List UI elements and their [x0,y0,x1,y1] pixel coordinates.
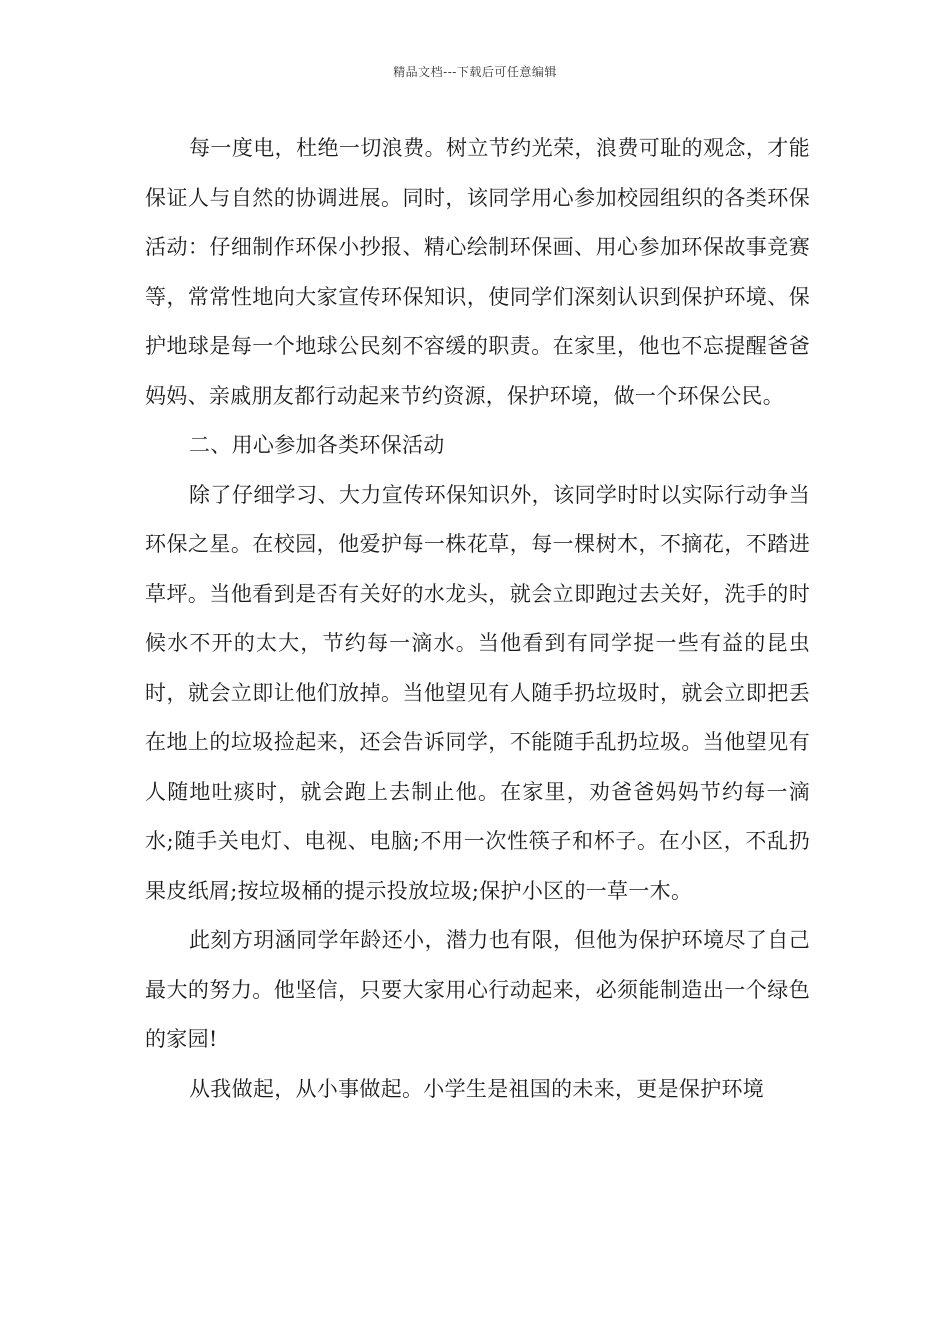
paragraph-4: 从我做起，从小事做起。小学生是祖国的未来，更是保护环境 [189,1076,765,1101]
page-header: 精品文档---下载后可任意编辑 [393,65,557,79]
paragraph-1: 每一度电，杜绝一切浪费。树立节约光荣，浪费可耻的观念，才能保证人与自然的协调进展。同时，该同学用心参加校园组织的各类环保活动：仔细制作环保小抄报、精心绘制环保画、用心参加环保故事竞赛等，常常性地向大家宣传环保知识，使同学们深刻认识到保护环境、保护地球是每一个地球公民刻不容缓的职责。在家里，他也不忘提醒爸爸妈妈、亲戚朋友都行动起来节约资源，保护环境，做一个环保公民。 [145,136,810,408]
document-body [145,124,810,1114]
paragraph-2: 除了仔细学习、大力宣传环保知识外，该同学时时以实际行动争当环保之星。在校园，他爱护每一株花草，每一棵树木，不摘花，不踏进草坪。当他看到是否有关好的水龙头，就会立即跑过去关好，洗手的时候水不开的太大，节约每一滴水。当他看到有同学捉一些有益的昆虫时，就会立即让他们放掉。当他望见有人随手扔垃圾时，就会立即把丢在地上的垃圾捡起来，还会告诉同学，不能随手乱扔垃圾。当他望见有人随地吐痰时，就会跑上去制止他。在家里，劝爸爸妈妈节约每一滴水;随手关电灯、电视、电脑;不用一次性筷子和杯子。在小区，不乱扔果皮纸屑;按垃圾桶的提示投放垃圾;保护小区的一草一木。 [145,482,810,903]
paragraph-3: 此刻方玥涵同学年龄还小，潜力也有限，但他为保护环境尽了自己最大的努力。他坚信，只要大家用心行动起来，必须能制造出一个绿色的家园! [145,928,810,1051]
section-heading-2: 二、用心参加各类环保活动 [189,433,445,457]
